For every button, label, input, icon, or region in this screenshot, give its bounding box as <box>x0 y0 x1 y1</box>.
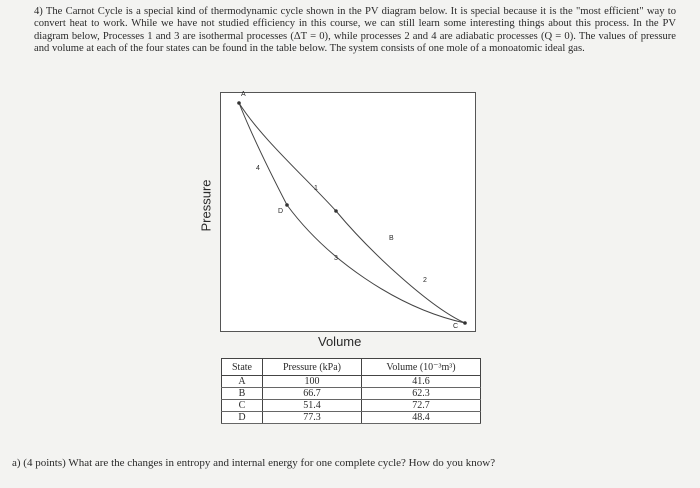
cell-pressure: 100 <box>263 376 362 388</box>
point-d <box>285 203 289 207</box>
header-state: State <box>222 359 263 376</box>
state-label-b: B <box>389 235 394 242</box>
cell-state: D <box>222 412 263 424</box>
cell-state: A <box>222 376 263 388</box>
table-row <box>222 412 481 424</box>
curve-process-3 <box>287 205 465 323</box>
table-row <box>222 400 481 412</box>
curve-process-2 <box>336 211 465 323</box>
cell-state: B <box>222 388 263 400</box>
cell-state: C <box>222 400 263 412</box>
point-b <box>334 209 338 213</box>
point-a <box>237 101 241 105</box>
process-label-2: 2 <box>423 277 427 284</box>
pv-diagram <box>198 88 488 358</box>
cell-pressure: 77.3 <box>263 412 362 424</box>
point-c <box>463 321 467 325</box>
table-header-row <box>222 359 481 376</box>
curve-process-1 <box>239 103 336 211</box>
state-table <box>221 358 481 424</box>
process-label-4: 4 <box>256 165 260 172</box>
state-label-d: D <box>278 208 284 215</box>
cell-pressure: 51.4 <box>263 400 362 412</box>
plot-area <box>220 92 476 332</box>
process-label-1: 1 <box>314 185 318 192</box>
header-pressure: Pressure (kPa) <box>263 359 362 376</box>
cell-volume: 62.3 <box>362 388 481 400</box>
question-a: a) (4 points) What are the changes in entropy and internal energy for one complete cycle? How do you know? <box>12 457 496 469</box>
cell-volume: 48.4 <box>362 412 481 424</box>
cell-volume: 41.6 <box>362 376 481 388</box>
cell-volume: 72.7 <box>362 400 481 412</box>
problem-statement: 4) The Carnot Cycle is a special kind of thermodynamic cycle shown in the PV diagram below. It is special because it is the "most efficient" way to convert heat to work. While we have not studied efficiency in this course, we can still learn some interesting things about this process. In the PV diagram below, Processes 1 and 3 are isothermal processes (ΔT = 0), while processes 2 and 4 are adiabatic processes (Q = 0). The values of pressure and volume at each of the four states can be found in the table below. The system consists of one mole of a monoatomic ideal gas. <box>34 6 676 55</box>
state-label-a: A <box>241 91 246 98</box>
header-volume: Volume (10⁻³m³) <box>362 359 481 376</box>
pv-curves <box>221 93 475 331</box>
curve-process-4 <box>239 103 287 205</box>
table-row <box>222 388 481 400</box>
state-label-c: C <box>453 323 459 330</box>
cell-pressure: 66.7 <box>263 388 362 400</box>
y-axis-label: Pressure <box>198 179 214 232</box>
table-row <box>222 376 481 388</box>
x-axis-label: Volume <box>318 334 362 349</box>
process-label-3: 3 <box>334 255 338 262</box>
